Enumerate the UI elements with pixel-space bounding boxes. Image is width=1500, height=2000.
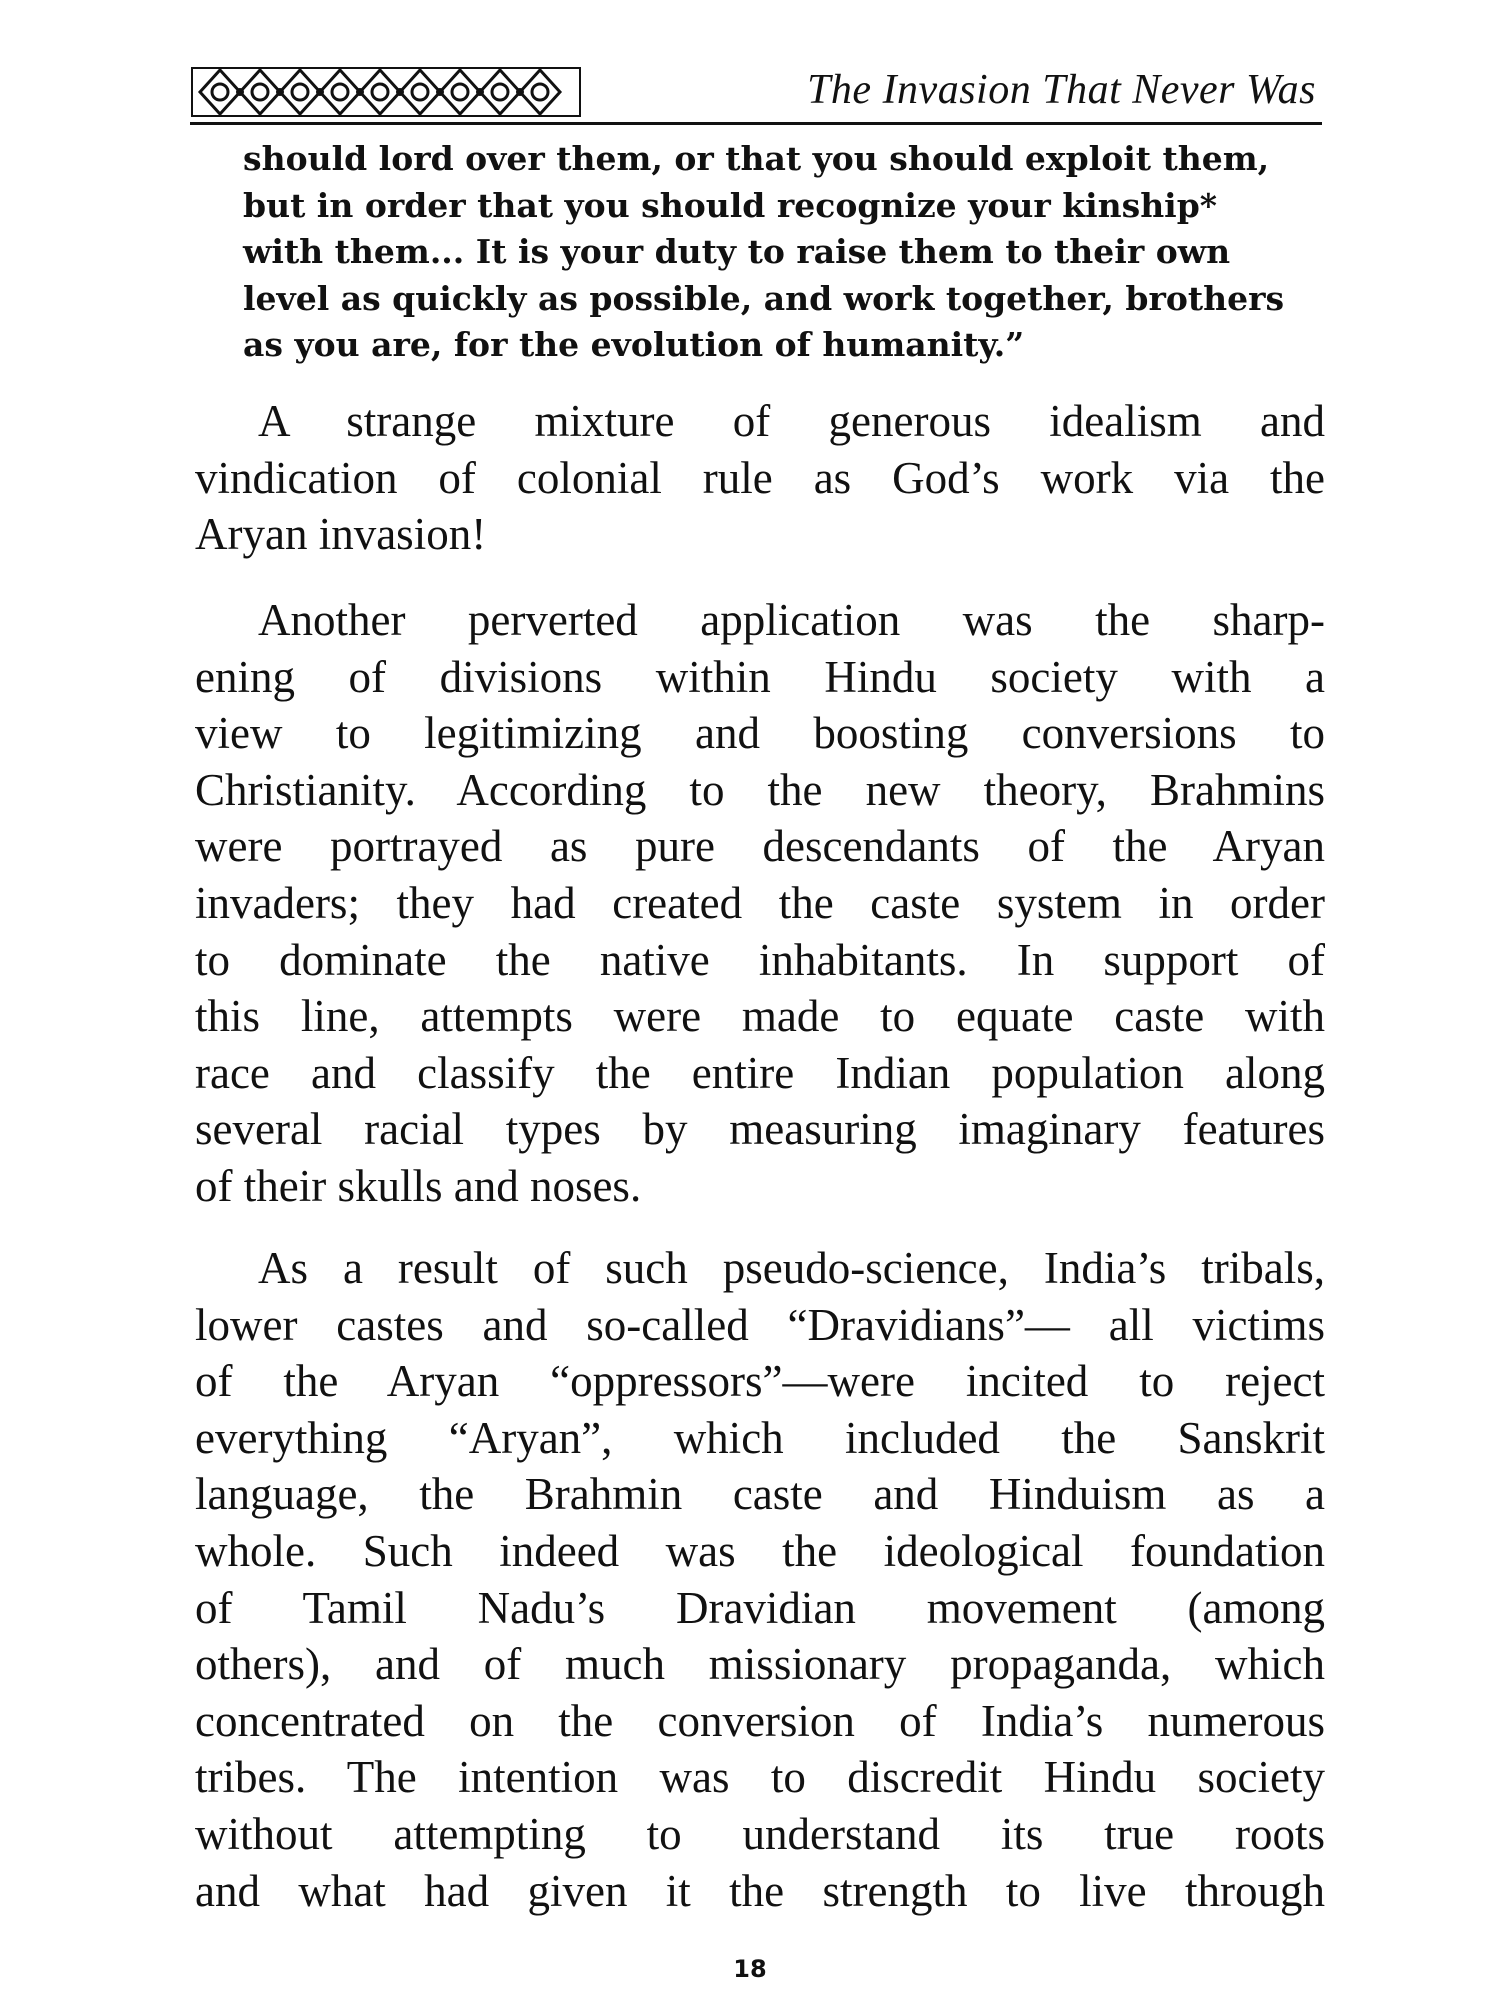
paragraph-line: ening of divisions within Hindu society with a (195, 651, 1325, 702)
paragraph-line: Christianity. According to the new theory, Brahmins (195, 764, 1325, 815)
paragraph-line: to dominate the native inhabitants. In support of (195, 934, 1325, 985)
paragraph-line: view to legitimizing and boosting conversions to (195, 708, 1325, 759)
quote-line: as you are, for the evolution of humanity.” (243, 325, 1025, 364)
paragraph-line: and what had given it the strength to live through (195, 1865, 1325, 1916)
paragraph-line: of Tamil Nadu’s Dravidian movement (among (195, 1582, 1325, 1633)
paragraph-line: vindication of colonial rule as God’s work via the (195, 452, 1325, 503)
paragraph-line: of the Aryan “oppressors”—were incited to reject (195, 1356, 1325, 1407)
paragraph-line: several racial types by measuring imaginary features (195, 1104, 1325, 1155)
running-title: The Invasion That Never Was (807, 67, 1316, 113)
paragraph-line: tribes. The intention was to discredit Hindu society (195, 1752, 1325, 1803)
quote-line: but in order that you should recognize your kinship* (243, 185, 1218, 225)
paragraph-line: invaders; they had created the caste system in order (195, 877, 1325, 928)
paragraph-line: As a result of such pseudo-science, India’s tribals, (258, 1243, 1325, 1293)
paragraph-line: of their skulls and noses. (195, 1160, 642, 1211)
quote-line: with them... It is your duty to raise them to their own (243, 232, 1231, 271)
paragraph-idealism (195, 393, 1325, 563)
paragraph-line: Another perverted application was the sharp- (258, 595, 1325, 645)
paragraph-line: everything “Aryan”, which included the Sanskrit (195, 1412, 1325, 1463)
page-number: 18 (733, 1955, 767, 1983)
paragraph-pseudo-science (195, 1240, 1325, 1919)
paragraph-line: this line, attempts were made to equate caste with (195, 991, 1325, 1042)
paragraph-line: Aryan invasion! (195, 509, 487, 560)
paragraph-line: without attempting to understand its true roots (195, 1808, 1325, 1859)
paragraph-line: whole. Such indeed was the ideological foundation (195, 1525, 1325, 1576)
paragraph-line: race and classify the entire Indian population along (195, 1047, 1325, 1098)
paragraph-line: were portrayed as pure descendants of the Aryan (195, 821, 1325, 872)
header-rule (190, 122, 1322, 125)
quote-line: level as quickly as possible, and work together, brothers (243, 278, 1285, 318)
paragraph-caste-divisions (195, 592, 1325, 1215)
quote-line: should lord over them, or that you should exploit them, (243, 139, 1270, 178)
paragraph-line: others), and of much missionary propaganda, which (195, 1639, 1325, 1690)
paragraph-line: A strange mixture of generous idealism and (258, 396, 1325, 446)
block-quote (243, 136, 1315, 369)
page-header (190, 52, 1322, 124)
decorative-border-ornament-icon (190, 62, 582, 122)
paragraph-line: lower castes and so-called “Dravidians”— all victims (195, 1299, 1325, 1350)
paragraph-line: language, the Brahmin caste and Hinduism as a (195, 1469, 1325, 1520)
paragraph-line: concentrated on the conversion of India’s numerous (195, 1695, 1325, 1746)
